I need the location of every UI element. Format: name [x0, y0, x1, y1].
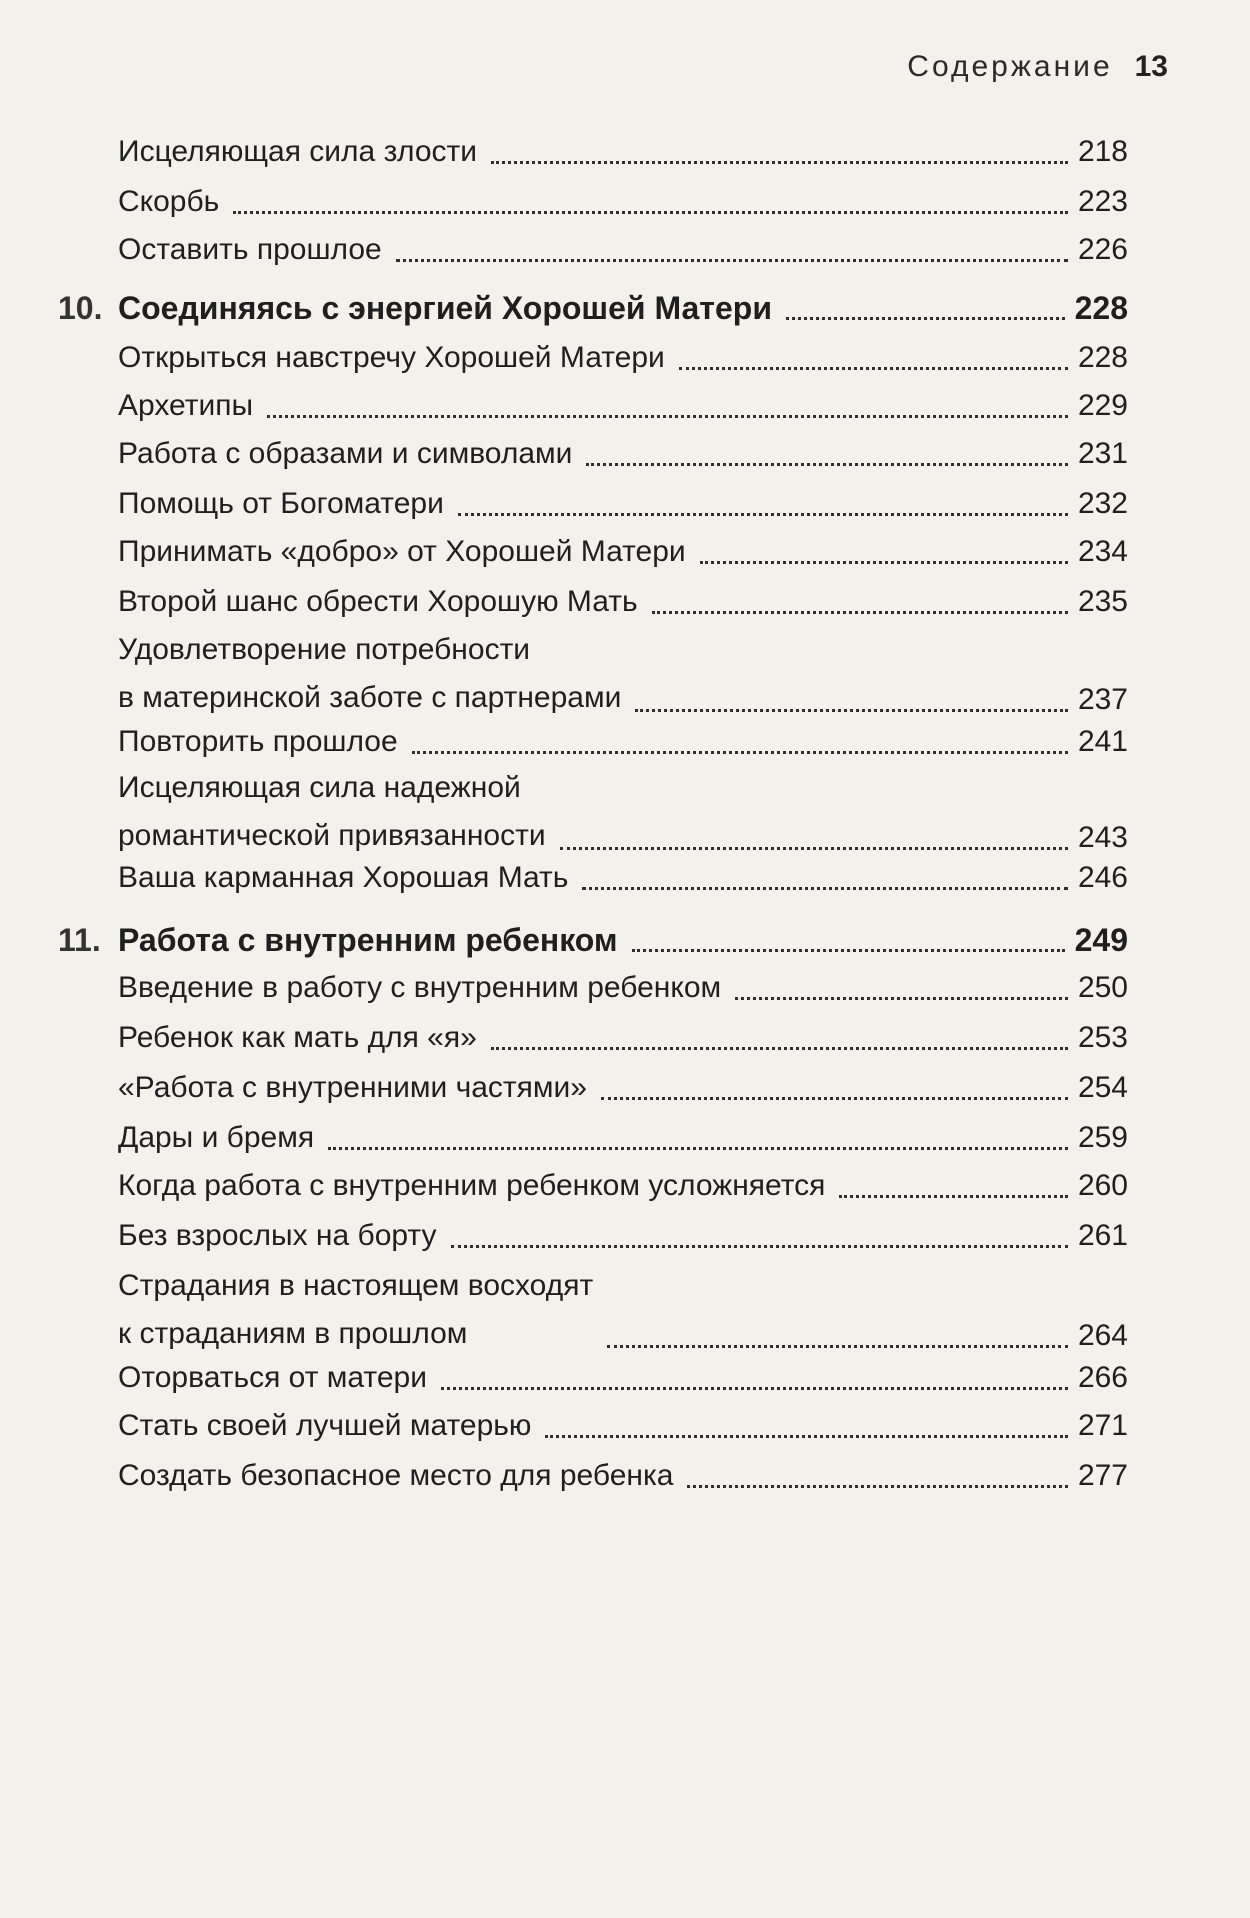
dot-leader	[267, 415, 1068, 418]
entry-page: 223	[1077, 185, 1128, 218]
entry-title-line2: романтической привязанности	[118, 819, 546, 852]
dot-leader	[441, 1387, 1068, 1390]
entry-page: 259	[1077, 1121, 1128, 1154]
toc-entry	[118, 228, 1128, 272]
dot-leader	[839, 1195, 1068, 1198]
entry-page: 234	[1077, 535, 1128, 568]
entry-title-line1: Удовлетворение потребности	[118, 633, 531, 666]
toc-entry	[118, 1016, 1128, 1060]
entry-title: Исцеляющая сила злости	[118, 135, 478, 168]
dot-leader	[652, 611, 1068, 614]
entry-page: 232	[1077, 487, 1128, 520]
entry-title: Оторваться от матери	[118, 1361, 427, 1394]
entry-page: 246	[1077, 861, 1128, 894]
entry-title-line2: в материнской заботе с партнерами	[118, 681, 622, 714]
toc-entry	[118, 180, 1128, 224]
chapter-title: Работа с внутренним ребенком	[118, 922, 618, 958]
toc-entry	[118, 432, 1128, 476]
entry-title-line1: Исцеляющая сила надежной	[118, 771, 521, 804]
dot-leader	[786, 317, 1065, 320]
entry-title: Создать безопасное место для ребенка	[118, 1459, 674, 1492]
dot-leader	[635, 709, 1068, 712]
entry-title: Ребенок как мать для «я»	[118, 1021, 477, 1054]
entry-page: 253	[1077, 1021, 1128, 1054]
entry-page: 237	[1077, 683, 1128, 716]
dot-leader	[607, 1345, 1068, 1348]
toc-entry	[118, 1262, 1128, 1358]
entry-page: 229	[1077, 389, 1128, 422]
entry-title: Скорбь	[118, 185, 220, 218]
entry-title: Дары и бремя	[118, 1121, 315, 1154]
entry-page: 254	[1077, 1071, 1128, 1104]
dot-leader	[458, 513, 1068, 516]
toc-entry	[118, 1066, 1128, 1110]
dot-leader	[233, 211, 1068, 214]
entry-title: Помощь от Богоматери	[118, 487, 444, 520]
toc-entry	[118, 626, 1128, 722]
entry-title: Без взрослых на борту	[118, 1219, 437, 1252]
entry-title: Работа с образами и символами	[118, 437, 573, 470]
toc-entry	[118, 1454, 1128, 1498]
toc-entry	[118, 1404, 1128, 1448]
toc-entry	[118, 384, 1128, 428]
toc-entry	[118, 336, 1128, 380]
entry-title: Принимать «добро» от Хорошей Матери	[118, 535, 686, 568]
dot-leader	[491, 1047, 1068, 1050]
entry-page: 235	[1077, 585, 1128, 618]
dot-leader	[586, 463, 1068, 466]
toc-entry	[118, 720, 1128, 764]
toc-entry	[118, 764, 1128, 860]
entry-title: Второй шанс обрести Хорошую Мать	[118, 585, 638, 618]
dot-leader	[687, 1485, 1067, 1488]
entry-title: «Работа с внутренними частями»	[118, 1071, 587, 1104]
toc-entry	[118, 530, 1128, 574]
dot-leader	[491, 161, 1068, 164]
entry-title-line2: к страданиям в прошлом	[118, 1317, 468, 1350]
toc-entry	[118, 966, 1128, 1010]
toc-chapter	[58, 918, 1128, 962]
dot-leader	[632, 949, 1065, 952]
entry-page: 228	[1077, 341, 1128, 374]
entry-title: Оставить прошлое	[118, 233, 382, 266]
toc-entry	[118, 856, 1128, 900]
dot-leader	[700, 561, 1068, 564]
entry-page: 249	[1074, 922, 1128, 958]
entry-title: Архетипы	[118, 389, 254, 422]
dot-leader	[545, 1435, 1068, 1438]
dot-leader	[582, 887, 1068, 890]
chapter-number: 11.	[58, 922, 101, 958]
entry-page: 228	[1074, 290, 1128, 326]
header-page-number: 13	[1134, 50, 1168, 83]
chapter-number: 10.	[58, 290, 103, 326]
dot-leader	[396, 259, 1068, 262]
entry-title: Введение в работу с внутренним ребенком	[118, 971, 722, 1004]
header-title: Содержание	[907, 50, 1113, 83]
entry-title: Стать своей лучшей матерью	[118, 1409, 532, 1442]
dot-leader	[560, 847, 1068, 850]
dot-leader	[735, 997, 1068, 1000]
toc-entry	[118, 1214, 1128, 1258]
chapter-title: Соединяясь с энергией Хорошей Матери	[118, 290, 772, 326]
entry-page: 260	[1077, 1169, 1128, 1202]
entry-title: Когда работа с внутренним ребенком усложняется	[118, 1169, 826, 1202]
dot-leader	[679, 367, 1068, 370]
entry-page: 226	[1077, 233, 1128, 266]
dot-leader	[451, 1245, 1068, 1248]
entry-page: 266	[1077, 1361, 1128, 1394]
toc-chapter	[58, 286, 1128, 330]
entry-page: 261	[1077, 1219, 1128, 1252]
entry-page: 218	[1077, 135, 1128, 168]
entry-title-line1: Страдания в настоящем восходят	[118, 1269, 594, 1302]
entry-page: 241	[1077, 725, 1128, 758]
toc-entry	[118, 130, 1128, 174]
toc-entry	[118, 580, 1128, 624]
entry-title: Открыться навстречу Хорошей Матери	[118, 341, 665, 374]
entry-title: Повторить прошлое	[118, 725, 398, 758]
entry-title: Ваша карманная Хорошая Мать	[118, 861, 569, 894]
toc-entry	[118, 1164, 1128, 1208]
entry-page: 277	[1077, 1459, 1128, 1492]
toc-entry	[118, 482, 1128, 526]
toc-entry	[118, 1116, 1128, 1160]
dot-leader	[412, 751, 1068, 754]
entry-page: 231	[1077, 437, 1128, 470]
dot-leader	[328, 1147, 1068, 1150]
toc-entry	[118, 1356, 1128, 1400]
entry-page: 250	[1077, 971, 1128, 1004]
dot-leader	[601, 1097, 1068, 1100]
entry-page: 271	[1077, 1409, 1128, 1442]
entry-page: 243	[1077, 821, 1128, 854]
entry-page: 264	[1077, 1319, 1128, 1352]
